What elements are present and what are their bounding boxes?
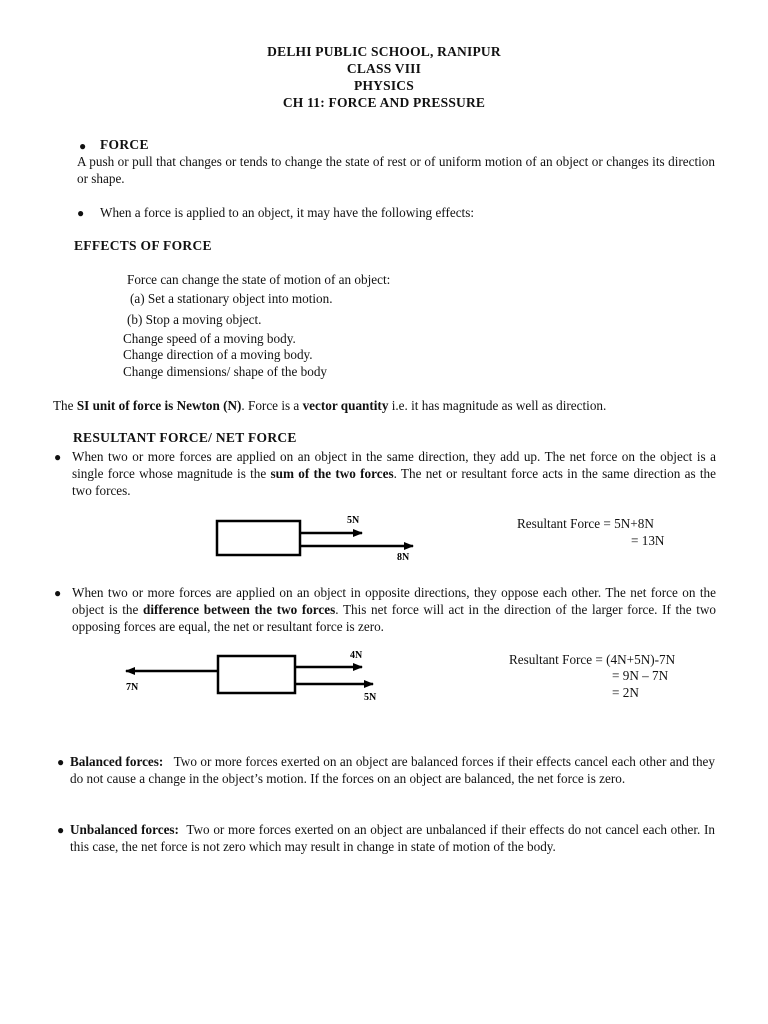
same-direction-diagram (200, 505, 430, 567)
force-label: 7N (126, 682, 139, 693)
effect-line: Change dimensions/ shape of the body (123, 364, 328, 379)
effect-line: (a) Set a stationary object into motion. (130, 291, 333, 306)
opposite-direction-text: When two or more forces are applied on an object in opposite directions, they oppose each other. The net force on the object is the difference between the two forces. This net force will act in the direction of the larger force. If the two opposing forces are equal, the net or resultant force is zero. (72, 585, 716, 634)
effect-line: Force can change the state of motion of an object: (127, 272, 391, 287)
force-definition: A push or pull that changes or tends to change the state of rest or of uniform motion of an object or changes its direction or shape. (77, 154, 715, 186)
opposite-direction-diagram (118, 645, 388, 707)
bullet-icon: ● (57, 755, 65, 769)
balanced-forces-text: Balanced forces: Two or more forces exerted on an object are balanced forces if their effects cancel each other and they do not cause a change in the object’s motion. If the forces on an object are balanced, the net force is zero. (70, 754, 715, 786)
unbalanced-forces-text: Unbalanced forces: Two or more forces exerted on an object are unbalanced if their effects do not cancel each other. In this case, the net force is not zero which may result in change in state of motion of the body. (70, 822, 715, 854)
bullet-icon: ● (54, 450, 62, 464)
resultant-equation: Resultant Force = (4N+5N)-7N (509, 652, 676, 667)
bullet-icon: ● (77, 206, 85, 220)
same-direction-text: When two or more forces are applied on an object in the same direction, they add up. The net force on the object is a single force whose magnitude is the sum of the two forces. The net or resultant force acts in the same direction as the two forces. (72, 449, 716, 498)
subject-title: PHYSICS (354, 78, 414, 93)
object-box (218, 656, 295, 693)
resultant-equation: = 9N – 7N (612, 668, 669, 683)
si-unit-line: The SI unit of force is Newton (N). Force is a vector quantity i.e. it has magnitude as well as direction. (53, 398, 607, 413)
resultant-equation: = 2N (612, 685, 639, 700)
bullet-icon: ● (54, 586, 62, 600)
force-heading: FORCE (100, 137, 149, 152)
effects-intro: When a force is applied to an object, it may have the following effects: (100, 205, 475, 220)
effect-line: Change speed of a moving body. (123, 331, 296, 346)
force-label: 4N (350, 650, 363, 661)
chapter-title: CH 11: FORCE AND PRESSURE (282, 95, 486, 110)
force-label: 8N (397, 552, 410, 563)
class-title: CLASS VIII (346, 61, 422, 76)
resultant-equation: = 13N (631, 533, 665, 548)
resultant-equation: Resultant Force = 5N+8N (517, 516, 654, 531)
force-label: 5N (364, 692, 377, 703)
effect-line: (b) Stop a moving object. (127, 312, 262, 327)
force-label: 5N (347, 515, 360, 526)
effect-line: Change direction of a moving body. (123, 347, 313, 362)
bullet-icon: ● (79, 139, 87, 153)
bullet-icon: ● (57, 823, 65, 837)
object-box (217, 521, 300, 555)
resultant-heading: RESULTANT FORCE/ NET FORCE (73, 430, 297, 445)
effects-heading: EFFECTS OF FORCE (74, 238, 212, 253)
school-name: DELHI PUBLIC SCHOOL, RANIPUR (267, 44, 501, 59)
